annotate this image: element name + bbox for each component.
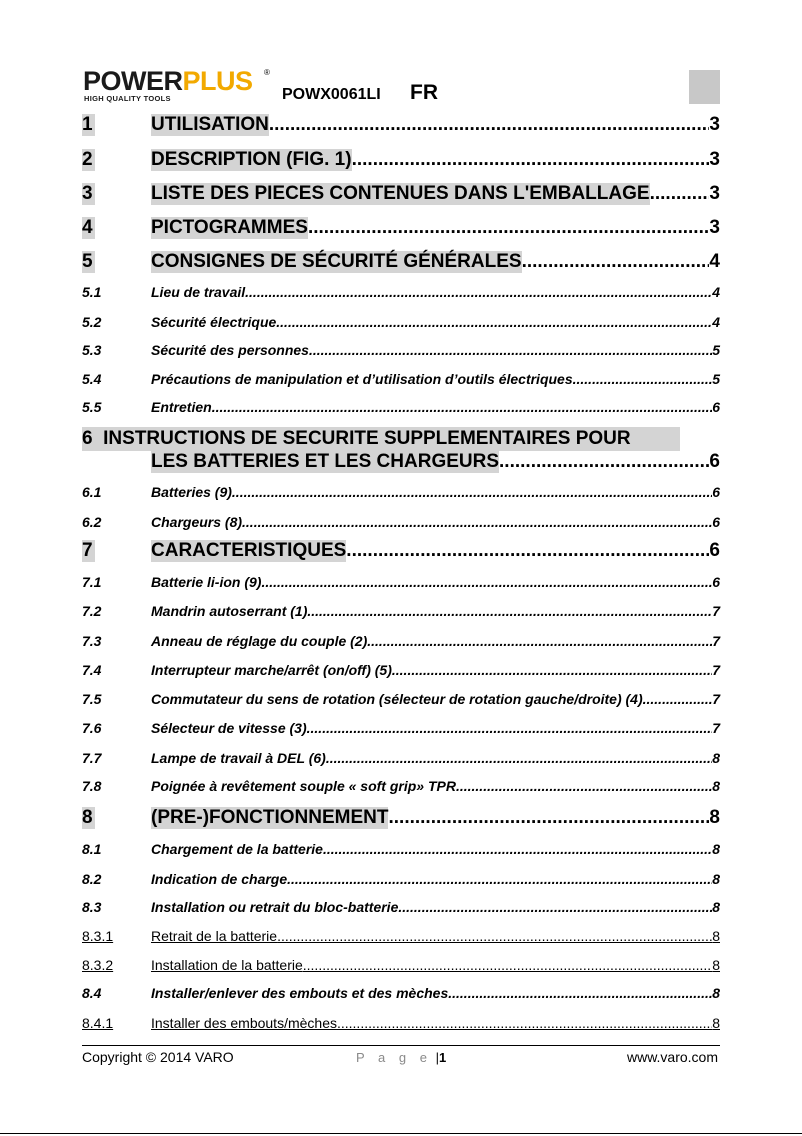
toc-page: 8 <box>712 985 720 1001</box>
toc-entry-5-3[interactable] <box>82 338 720 362</box>
logo-tagline: HIGH QUALITY TOOLS <box>84 94 171 103</box>
toc-number: 5.5 <box>82 399 102 415</box>
toc-title: PICTOGRAMMES <box>151 217 308 238</box>
toc-title: Sélecteur de vitesse (3) <box>151 720 307 736</box>
toc-page: 5 <box>712 342 720 358</box>
toc-entry-1[interactable] <box>82 113 720 137</box>
toc-title: Anneau de réglage du couple (2) <box>151 633 368 649</box>
toc-number: 5 <box>82 251 93 272</box>
toc-page: 4 <box>709 251 720 272</box>
toc-page: 4 <box>712 284 720 300</box>
toc-entry-6-2[interactable] <box>82 510 720 534</box>
toc-number: 8.4.1 <box>82 1015 114 1031</box>
toc-title: Commutateur du sens de rotation (sélecteur de rotation gauche/droite) (4) <box>151 691 643 707</box>
footer-website-link[interactable]: www.varo.com <box>626 1049 718 1065</box>
registered-mark: ® <box>264 68 270 77</box>
toc-entry-2[interactable] <box>82 148 720 172</box>
toc-title: Lampe de travail à DEL (6) <box>151 750 326 766</box>
toc-title: Installer/enlever des embouts et des mèches <box>151 985 449 1001</box>
toc-number: 8.1 <box>82 841 102 857</box>
toc-number: 8.2 <box>82 871 102 887</box>
toc-entry-5-5[interactable] <box>82 395 720 419</box>
toc-page: 6 <box>712 514 720 530</box>
toc-page: 8 <box>712 957 720 973</box>
toc-number: 7.4 <box>82 662 102 678</box>
toc-entry-4[interactable] <box>82 216 720 240</box>
toc-title: CONSIGNES DE SÉCURITÉ GÉNÉRALES <box>151 251 522 272</box>
toc-entry-5-1[interactable] <box>82 280 720 304</box>
toc-entry-7-7[interactable] <box>82 746 720 770</box>
toc-number: 8.3 <box>82 899 102 915</box>
toc-number: 5.3 <box>82 342 102 358</box>
toc-entry-6-1[interactable] <box>82 480 720 504</box>
toc-page: 8 <box>712 841 720 857</box>
toc-entry-7-4[interactable] <box>82 658 720 682</box>
toc-number: 7.3 <box>82 633 102 649</box>
toc-number: 5.1 <box>82 284 102 300</box>
toc-entry-5[interactable] <box>82 250 720 274</box>
toc-page: 3 <box>709 183 720 204</box>
toc-entry-8-3-1[interactable] <box>82 924 720 948</box>
toc-title: Retrait de la batterie <box>151 928 278 944</box>
toc-page: 5 <box>712 371 720 387</box>
toc-title: LISTE DES PIECES CONTENUES DANS L'EMBALLAGE <box>151 183 650 204</box>
toc-entry-8-4-1[interactable] <box>82 1011 720 1035</box>
toc-page: 3 <box>709 217 720 238</box>
page-number: 1 <box>438 1050 447 1065</box>
toc-entry-6[interactable] <box>82 450 720 474</box>
toc-entry-7[interactable] <box>82 539 720 563</box>
toc-entry-8-2[interactable] <box>82 867 720 891</box>
toc-page: 6 <box>712 399 720 415</box>
page-bottom-edge <box>0 1133 802 1134</box>
toc-page: 6 <box>709 540 720 561</box>
toc-number: 1 <box>82 114 93 135</box>
page-word: P a g e <box>356 1050 432 1065</box>
toc-title: Chargement de la batterie <box>151 841 323 857</box>
toc-number: 7.7 <box>82 750 102 766</box>
toc-page: 8 <box>712 750 720 766</box>
toc-title: Sécurité électrique <box>151 314 277 330</box>
toc-number: 4 <box>82 217 93 238</box>
toc-entry-6-line1[interactable] <box>82 427 680 451</box>
toc-entry-7-5[interactable] <box>82 687 720 711</box>
toc-page: 6 <box>709 451 720 472</box>
toc-title: Indication de charge <box>151 871 288 887</box>
toc-title: UTILISATION <box>151 114 269 135</box>
toc-title: Lieu de travail <box>151 284 246 300</box>
logo-text-power: POWER <box>83 66 183 96</box>
toc-title: Interrupteur marche/arrêt (on/off) (5) <box>151 662 392 678</box>
toc-number: 7.1 <box>82 574 102 590</box>
toc-number: 7.8 <box>82 778 102 794</box>
toc-entry-8-1[interactable] <box>82 837 720 861</box>
toc-entry-8[interactable] <box>82 806 720 830</box>
toc-number: 8.3.2 <box>82 957 114 973</box>
toc-title-line1: INSTRUCTIONS DE SECURITE SUPPLEMENTAIRES POUR <box>103 428 631 449</box>
toc-entry-5-2[interactable] <box>82 310 720 334</box>
toc-page: 7 <box>712 662 720 678</box>
language-code: FR <box>410 81 438 104</box>
toc-entry-8-3[interactable] <box>82 895 720 919</box>
toc-number: 6.2 <box>82 514 102 530</box>
toc-title: Installation de la batterie <box>151 957 303 973</box>
toc-page: 7 <box>712 603 720 619</box>
toc-page: 8 <box>712 778 720 794</box>
toc-title: DESCRIPTION (FIG. 1) <box>151 149 352 170</box>
toc-title: Sécurité des personnes <box>151 342 309 358</box>
toc-title: LES BATTERIES ET LES CHARGEURS <box>151 451 500 472</box>
toc-title: (PRE-)FONCTIONNEMENT <box>151 807 389 828</box>
footer-page-indicator <box>356 1050 446 1065</box>
toc-title: Installation ou retrait du bloc-batterie <box>151 899 399 915</box>
toc-page: 3 <box>709 114 720 135</box>
toc-number: 7 <box>82 540 93 561</box>
toc-title: Poignée à revêtement souple « soft grip» TPR <box>151 778 456 794</box>
footer-copyright: Copyright © 2014 VARO <box>82 1049 234 1065</box>
toc-title: Mandrin autoserrant (1) <box>151 603 308 619</box>
toc-number: 7.6 <box>82 720 102 736</box>
toc-entry-3[interactable] <box>82 182 720 206</box>
toc-number: 7.5 <box>82 691 102 707</box>
toc-page: 6 <box>712 484 720 500</box>
toc-page: 8 <box>712 1015 720 1031</box>
toc-entry-7-8[interactable] <box>82 774 720 798</box>
logo-text-plus: PLUS <box>182 66 253 96</box>
toc-number: 6.1 <box>82 484 102 500</box>
toc-number: 6 <box>82 428 93 449</box>
toc-title: Entretien <box>151 399 212 415</box>
toc-page: 8 <box>712 899 720 915</box>
toc-number: 8.4 <box>82 985 102 1001</box>
toc-page: 7 <box>712 691 720 707</box>
toc-number: 8 <box>82 807 93 828</box>
toc-title: Installer des embouts/mèches <box>151 1015 337 1031</box>
toc-page: 7 <box>712 633 720 649</box>
toc-number: 7.2 <box>82 603 102 619</box>
toc-entry-7-3[interactable] <box>82 629 720 653</box>
toc-page: 6 <box>712 574 720 590</box>
footer-divider <box>82 1045 720 1046</box>
toc-number: 3 <box>82 183 93 204</box>
toc-page: 7 <box>712 720 720 736</box>
model-number: POWX0061LI <box>282 86 381 103</box>
toc-title: Chargeurs (8) <box>151 514 243 530</box>
toc-title: Précautions de manipulation et d’utilisation d’outils électriques <box>151 371 573 387</box>
toc-number: 5.4 <box>82 371 102 387</box>
toc-page: 8 <box>712 928 720 944</box>
toc-entry-8-4[interactable] <box>82 981 720 1005</box>
toc-title: Batteries (9) <box>151 484 232 500</box>
toc-entry-8-3-2[interactable] <box>82 953 720 977</box>
toc-entry-5-4[interactable] <box>82 367 720 391</box>
toc-entry-7-1[interactable] <box>82 570 720 594</box>
toc-page: 3 <box>709 149 720 170</box>
toc-entry-7-6[interactable] <box>82 716 720 740</box>
toc-page: 8 <box>712 871 720 887</box>
toc-title: Batterie li-ion (9) <box>151 574 262 590</box>
toc-page: 4 <box>712 314 720 330</box>
toc-title: CARACTERISTIQUES <box>151 540 347 561</box>
toc-page: 8 <box>709 807 720 828</box>
toc-number: 5.2 <box>82 314 102 330</box>
toc-number: 2 <box>82 149 93 170</box>
toc-number: 8.3.1 <box>82 928 114 944</box>
toc-entry-7-2[interactable] <box>82 599 720 623</box>
page-separator: | <box>435 1050 439 1065</box>
